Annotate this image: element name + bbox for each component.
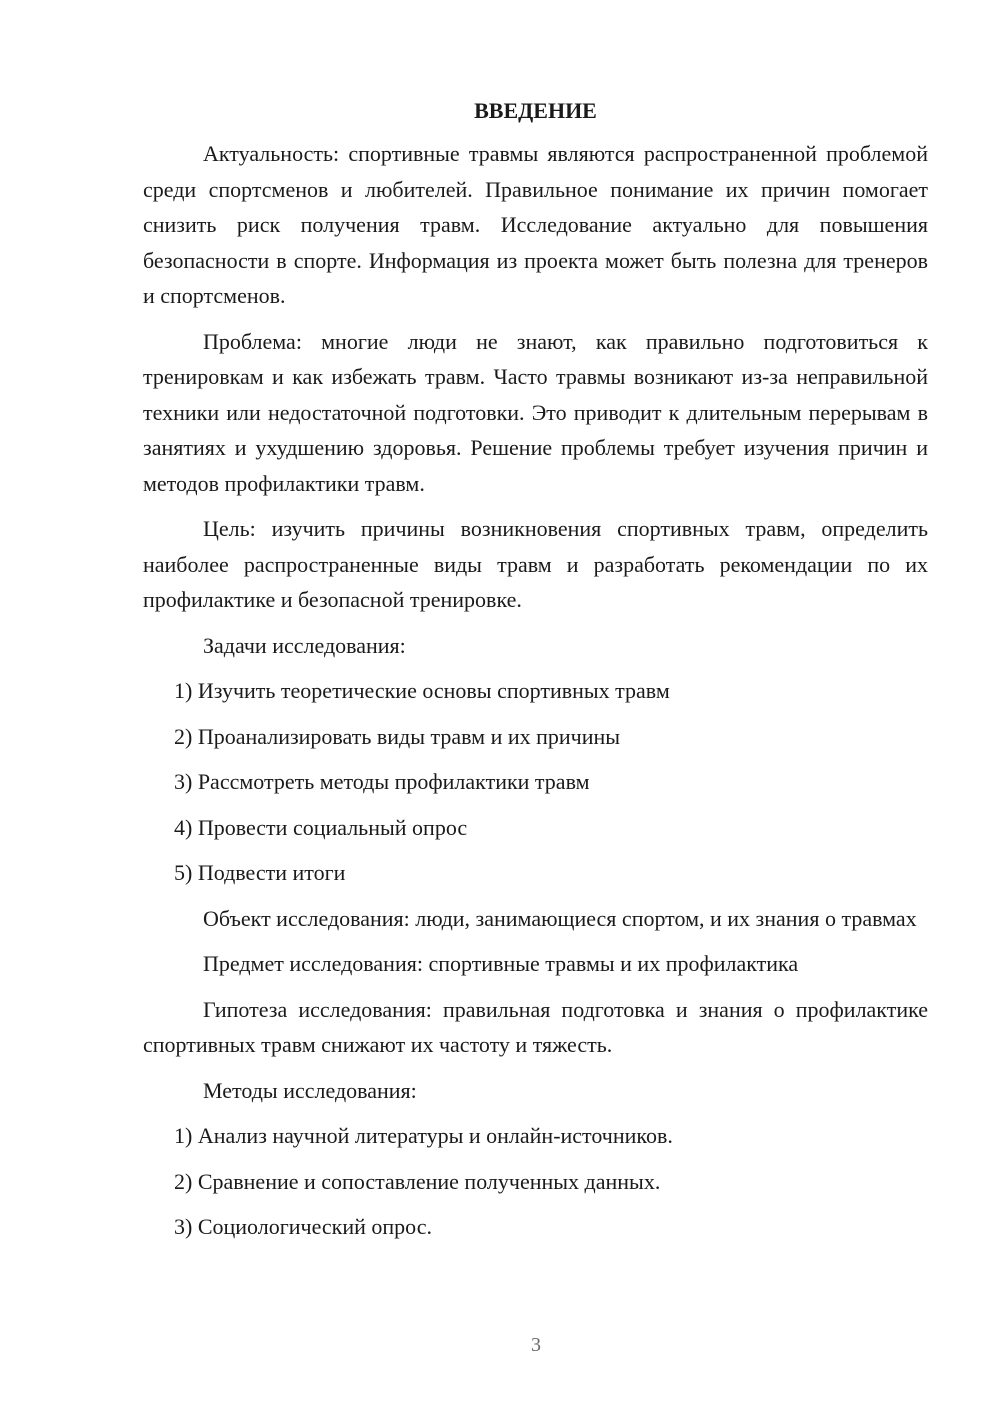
relevance-paragraph: Актуальность: спортивные травмы являются распространенной проблемой среди спортсменов и любителей. Правильное понимание их причин помогает снизить риск получения травм. Исследование актуально для повышения безопасности в спорте. Информация из проекта может быть полезна для тренеров и спортсменов.	[143, 141, 928, 308]
methods-list	[143, 1118, 928, 1245]
problem-paragraph: Проблема: многие люди не знают, как правильно подготовиться к тренировкам и как избежать травм. Часто травмы возникают из-за неправильной техники или недостаточной подготовки. Это приводит к длительным перерывам в занятиях и ухудшению здоровья. Решение проблемы требует изучения причин и методов профилактики травм.	[143, 328, 928, 496]
tasks-list	[143, 673, 928, 891]
document-page	[143, 96, 928, 1255]
goal-paragraph: Цель: изучить причины возникновения спортивных травм, определить наиболее распространенные виды травм и разработать рекомендации по их профилактике и безопасной тренировке.	[143, 516, 928, 612]
list-item: 1) Анализ научной литературы и онлайн-источников.	[174, 1123, 673, 1148]
list-item: 1) Изучить теоретические основы спортивных травм	[174, 678, 670, 703]
list-item: 2) Проанализировать виды травм и их причины	[174, 723, 621, 749]
list-item: 5) Подвести итоги	[174, 860, 346, 885]
list-item: 2) Сравнение и сопоставление полученных данных.	[174, 1168, 661, 1194]
object-paragraph: Объект исследования: люди, занимающиеся спортом, и их знания о травмах	[203, 905, 917, 931]
methods-title: Методы исследования:	[203, 1077, 417, 1103]
hypothesis-paragraph: Гипотеза исследования: правильная подготовка и знания о профилактике спортивных травм снижают их частоту и тяжесть.	[143, 996, 928, 1057]
section-heading: ВВЕДЕНИЕ	[474, 98, 597, 123]
list-item: 3) Рассмотреть методы профилактики травм	[174, 769, 590, 794]
list-item: 4) Провести социальный опрос	[174, 814, 468, 840]
subject-paragraph: Предмет исследования: спортивные травмы и их профилактика	[203, 951, 799, 976]
list-item: 3) Социологический опрос.	[174, 1214, 432, 1239]
page-number: 3	[531, 1334, 541, 1356]
tasks-title: Задачи исследования:	[203, 632, 406, 658]
